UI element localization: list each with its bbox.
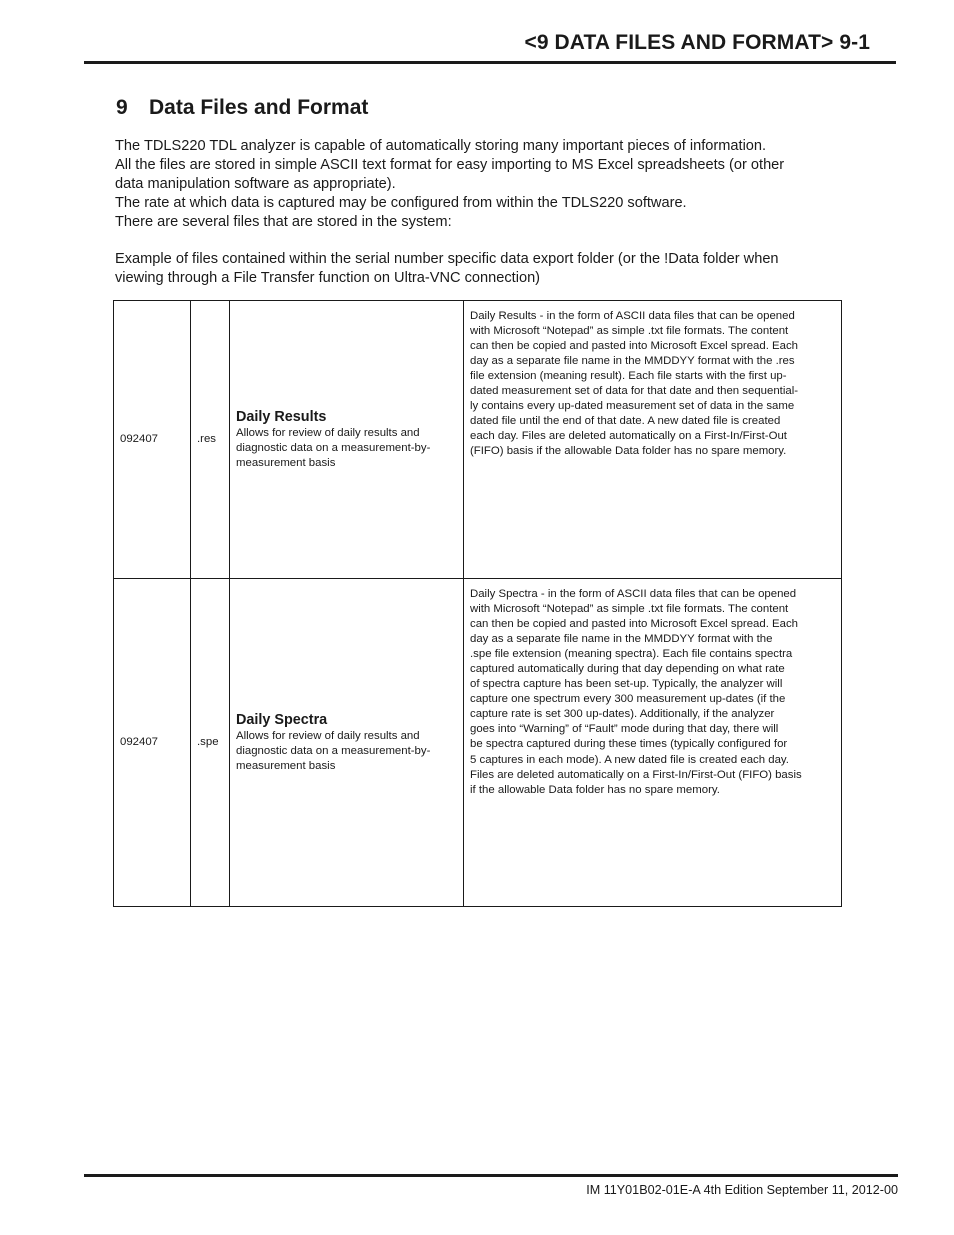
description-line: with Microsoft “Notepad” as simple .txt file formats. The content	[470, 325, 789, 338]
data-files-table	[113, 300, 842, 907]
file-description-cell	[464, 579, 842, 907]
description-line: capture rate is set 300 up-dates). Additionally, if the analyzer	[470, 708, 775, 721]
description-line: goes into “Warning” of “Fault” mode during that day, there will	[470, 723, 779, 736]
description-line: Daily Results - in the form of ASCII data files that can be opened	[470, 310, 795, 322]
file-type-cell	[230, 579, 464, 907]
file-name-cell: 092407	[114, 301, 191, 579]
intro-spacer	[115, 232, 850, 250]
file-type-summary: Allows for review of daily results and diagnostic data on a measurement-by-measurement basis	[236, 427, 431, 469]
file-type-summary: Allows for review of daily results and diagnostic data on a measurement-by-measurement basis	[236, 730, 431, 772]
description-line: .spe file extension (meaning spectra). Each file contains spectra	[470, 648, 793, 661]
file-description-cell	[464, 301, 842, 579]
description-line: file extension (meaning result). Each file starts with the first up-	[470, 370, 787, 383]
description-line: dated file until the end of that date. A new dated file is created	[470, 415, 781, 428]
description-line: ly contains every up-dated measurement set of data in the same	[470, 400, 795, 413]
file-type-title: Daily Spectra	[236, 712, 328, 728]
file-extension-cell: .res	[191, 301, 230, 579]
description-line: if the allowable Data folder has no spare memory.	[470, 783, 720, 796]
intro-line: All the files are stored in simple ASCII text format for easy importing to MS Excel spreadsheets (or other	[115, 157, 785, 173]
description-line: day as a separate file name in the MMDDYY format with the	[470, 633, 773, 646]
description-line: can then be copied and pasted into Microsoft Excel spread. Each	[470, 340, 798, 353]
intro-line: data manipulation software as appropriate).	[115, 176, 396, 192]
page-header-title: <9 DATA FILES AND FORMAT> 9-1	[524, 31, 870, 54]
intro-line: The rate at which data is captured may be configured from within the TDLS220 software.	[115, 195, 687, 211]
description-line: day as a separate file name in the MMDDYY format with the .res	[470, 355, 795, 368]
description-line: Daily Spectra - in the form of ASCII data files that can be opened	[470, 588, 797, 600]
intro-line: The TDLS220 TDL analyzer is capable of automatically storing many important pieces of information.	[115, 138, 767, 154]
header-divider	[84, 61, 896, 64]
description-line: dated measurement set of data for that date and then sequential-	[470, 385, 799, 398]
description-line: of spectra capture has been set-up. Typically, the analyzer will	[470, 678, 783, 691]
description-line: (FIFO) basis if the allowable Data folder has no spare memory.	[470, 445, 787, 458]
description-line: each day. Files are deleted automatically on a First-In/First-Out	[470, 430, 787, 443]
intro-text	[115, 137, 850, 288]
section-title: Data Files and Format	[149, 96, 369, 119]
file-extension-cell: .spe	[191, 579, 230, 907]
intro-line: viewing through a File Transfer function on Ultra-VNC connection)	[115, 270, 541, 286]
description-line: 5 captures in each mode). A new dated file is created each day.	[470, 753, 789, 766]
section-heading	[116, 96, 368, 120]
section-number: 9	[116, 96, 128, 119]
intro-line: There are several files that are stored in the system:	[115, 214, 452, 230]
description-line: be spectra captured during these times (typically configured for	[470, 738, 788, 751]
file-name-cell: 092407	[114, 579, 191, 907]
intro-line: Example of files contained within the serial number specific data export folder (or the !Data folder when	[115, 251, 779, 267]
description-line: capture one spectrum every 300 measurement up-dates (if the	[470, 693, 786, 706]
file-type-cell	[230, 301, 464, 579]
description-line: Files are deleted automatically on a First-In/First-Out (FIFO) basis	[470, 768, 802, 781]
footer-edition-text: IM 11Y01B02-01E-A 4th Edition September 11, 2012-00	[586, 1183, 898, 1197]
footer-divider	[84, 1174, 898, 1177]
description-line: with Microsoft “Notepad” as simple .txt file formats. The content	[470, 603, 789, 616]
table-row	[114, 579, 842, 907]
description-line: captured automatically during that day depending on what rate	[470, 663, 785, 676]
table-row	[114, 301, 842, 579]
description-line: can then be copied and pasted into Microsoft Excel spread. Each	[470, 618, 798, 631]
file-type-title: Daily Results	[236, 409, 327, 425]
